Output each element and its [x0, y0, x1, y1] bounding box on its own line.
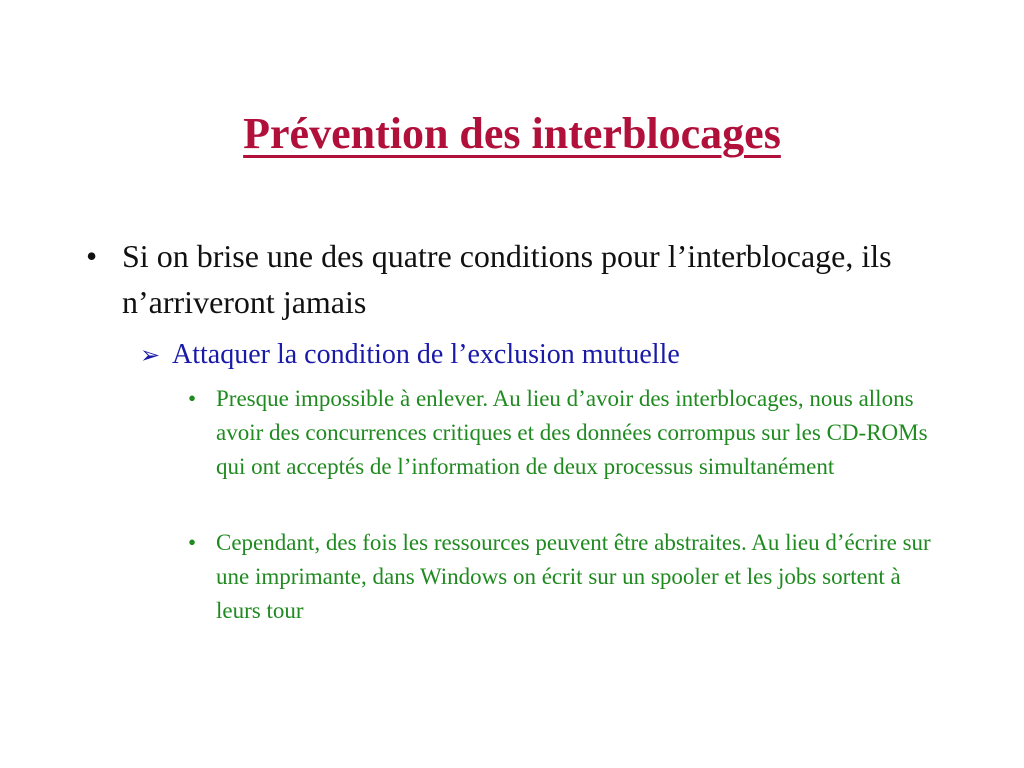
bullet-level2-text: Attaquer la condition de l’exclusion mutuelle: [172, 339, 680, 370]
bullet-dot-icon: •: [188, 386, 197, 411]
bullet-level3-text: Presque impossible à enlever. Au lieu d’avoir des interblocages, nous allons avoir des concurrences critiques et des données corrompus sur les CD-ROMs qui ont acceptés de l’information de deux processus simultanément: [216, 386, 928, 479]
bullet-level1-text: Si on brise une des quatre conditions pour l’interblocage, ils n’arriveront jamais: [122, 238, 892, 320]
slide-title: Prévention des interblocages: [243, 109, 781, 158]
bullet-dot-icon: •: [86, 238, 98, 274]
arrow-bullet-icon: ➢: [140, 343, 161, 369]
bullet-level3-item: [188, 526, 948, 628]
bullet-dot-icon: •: [188, 530, 197, 555]
bullet-level2: [140, 338, 960, 372]
bullet-level3-text: Cependant, des fois les ressources peuvent être abstraites. Au lieu d’écrire sur une imprimante, dans Windows on écrit sur un spooler et les jobs sortent à leurs tour: [216, 530, 931, 623]
bullet-level3-item: [188, 382, 948, 484]
bullet-level1: [86, 233, 966, 325]
